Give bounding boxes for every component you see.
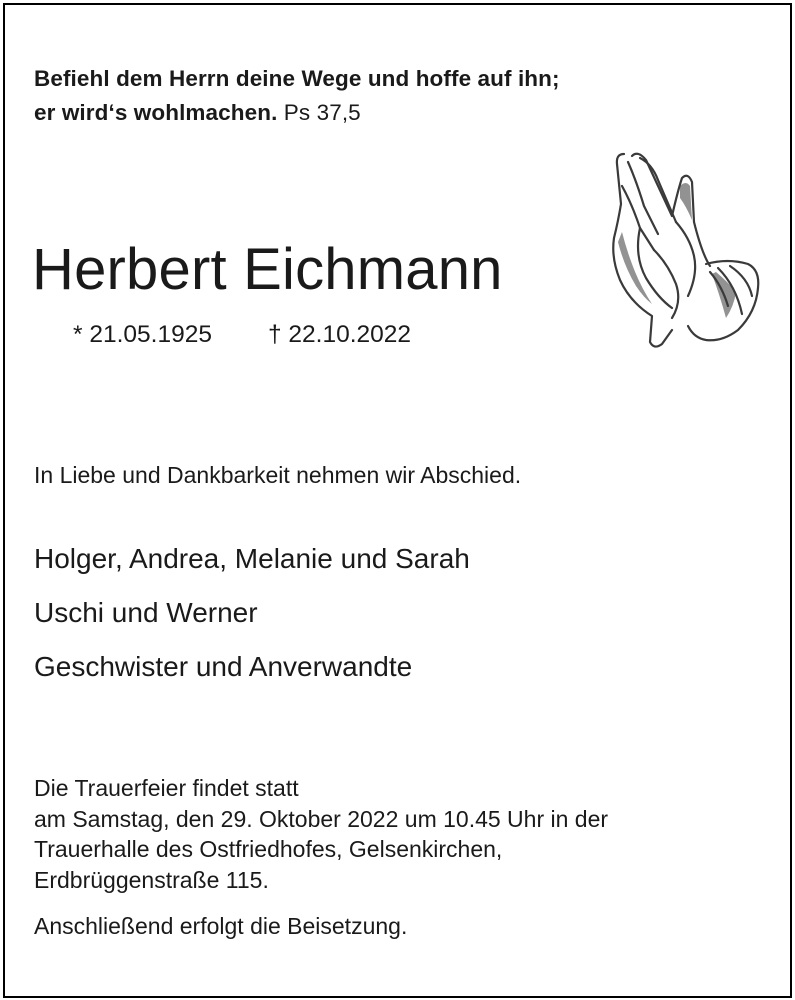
service-line-2: am Samstag, den 29. Oktober 2022 um 10.45 Uhr in der (34, 805, 609, 832)
farewell-text: In Liebe und Dankbarkeit nehmen wir Abschied. (34, 462, 522, 488)
mourner-line: Holger, Andrea, Melanie und Sarah (34, 543, 470, 574)
mourner-line: Uschi und Werner (34, 597, 258, 628)
mourners-list (34, 537, 470, 699)
mourner-line: Geschwister und Anverwandte (34, 651, 413, 682)
verse-line-2 (34, 96, 560, 130)
birth-date: * 21.05.1925 (73, 321, 212, 348)
funeral-service-details (34, 773, 608, 895)
service-line-4: Erdbrüggenstraße 115. (34, 866, 269, 893)
deceased-name: Herbert Eichmann (32, 237, 503, 302)
verse-line-2-text: er wird‘s wohlmachen. (34, 100, 278, 125)
praying-hands-icon (610, 146, 765, 352)
death-date: † 22.10.2022 (268, 321, 412, 348)
burial-note: Anschließend erfolgt die Beisetzung. (34, 913, 408, 939)
obituary-notice (3, 3, 792, 998)
verse-line-1: Befiehl dem Herrn deine Wege und hoffe auf ihn; (34, 66, 560, 91)
service-line-3: Trauerhalle des Ostfriedhofes, Gelsenkirchen, (34, 836, 503, 862)
bible-verse (34, 62, 560, 130)
service-line-1: Die Trauerfeier findet statt (34, 775, 299, 801)
verse-reference: Ps 37,5 (283, 100, 361, 125)
